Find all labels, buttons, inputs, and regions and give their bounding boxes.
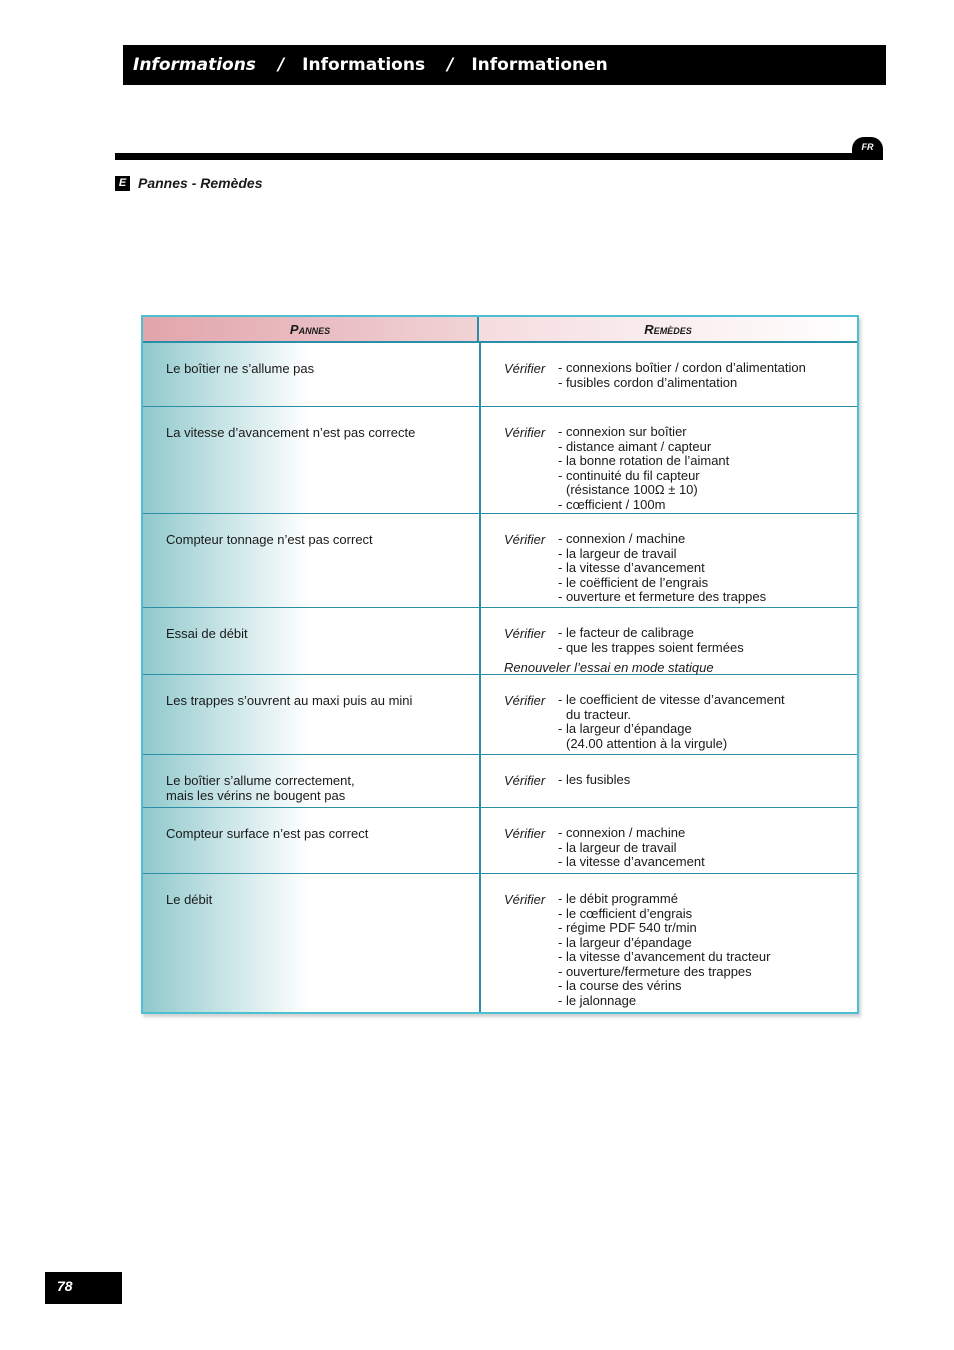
table-row <box>143 874 857 1012</box>
remedy-list <box>558 361 888 390</box>
remedy-verb: Vérifier <box>504 693 546 708</box>
remedy-item: - le coefficient de vitesse d’avancement <box>558 692 785 707</box>
fault-description <box>166 693 466 708</box>
remedy-item: - le coëfficient de l’engrais <box>558 574 709 590</box>
remedy-item: - fusibles cordon d’alimentation <box>558 374 738 390</box>
fault-line: La vitesse d’avancement n’est pas correcte <box>166 425 416 440</box>
fault-line: Essai de débit <box>166 626 248 641</box>
remedy-verb: Vérifier <box>504 626 546 641</box>
remedy-item: - que les trappes soient fermées <box>558 639 744 655</box>
fault-line: Le boîtier s’allume correctement, <box>166 773 355 788</box>
header-separator: / <box>447 55 454 75</box>
remedy-list <box>558 826 888 870</box>
fault-line: mais les vérins ne bougent pas <box>166 788 346 803</box>
header-faults: Pannes <box>143 317 479 341</box>
header-remedies: Remèdes <box>479 317 857 341</box>
remedy-verb: Vérifier <box>504 532 546 547</box>
remedy-verb: Vérifier <box>504 425 546 440</box>
fault-description <box>166 532 466 547</box>
remedy-verb: Vérifier <box>504 773 546 788</box>
remedy-item: - régime PDF 540 tr/min <box>558 920 697 935</box>
header-title-en: Informations <box>302 55 426 75</box>
section-letter: E <box>115 176 130 191</box>
remedy-item: - les fusibles <box>558 772 631 787</box>
remedy-item: - la bonne rotation de l’aimant <box>558 453 730 468</box>
remedy-list <box>558 773 888 788</box>
remedy-item: - connexion sur boîtier <box>558 424 687 439</box>
remedy-list <box>558 532 888 605</box>
remedy-item: - connexion / machine <box>558 531 686 546</box>
table-row <box>143 675 857 755</box>
remedy-item: - la largeur d’épandage <box>558 934 692 950</box>
remedy-verb: Vérifier <box>504 892 546 907</box>
fault-description <box>166 626 466 641</box>
fault-line: Le boîtier ne s’allume pas <box>166 361 315 376</box>
remedy-item: - la largeur de travail <box>558 839 677 855</box>
section-heading <box>115 175 263 191</box>
remedy-item: - la vitesse d’avancement <box>558 854 705 869</box>
remedy-item: - le jalonnage <box>558 992 637 1008</box>
header-title-fr: Informations <box>133 55 256 75</box>
table-row <box>143 608 857 675</box>
remedy-item: (24.00 attention à la virgule) <box>566 735 728 751</box>
fault-line: Compteur tonnage n’est pas correct <box>166 532 373 547</box>
remedy-verb: Vérifier <box>504 826 546 841</box>
remedy-list <box>558 425 888 512</box>
fault-line: Les trappes s’ouvrent au maxi puis au mini <box>166 693 413 708</box>
remedy-item: - la largeur d’épandage <box>558 721 692 736</box>
header-title-de: Informationen <box>471 55 608 75</box>
remedy-item: du tracteur. <box>566 706 632 722</box>
remedy-item: - la vitesse d’avancement <box>558 560 705 575</box>
table-row <box>143 808 857 874</box>
fault-description <box>166 826 466 841</box>
remedy-list <box>558 626 888 655</box>
remedy-item: - la course des vérins <box>558 978 682 993</box>
remedy-item: - connexion / machine <box>558 825 686 840</box>
language-badge: FR <box>852 137 883 160</box>
troubleshooting-table <box>141 315 859 1014</box>
table-row <box>143 755 857 808</box>
remedy-list <box>558 892 888 1008</box>
remedy-item: - le débit programmé <box>558 891 678 906</box>
page-header <box>123 45 886 85</box>
fault-line: Le débit <box>166 892 213 907</box>
remedy-item: - cœfficient / 100m <box>558 496 666 512</box>
fault-line: Compteur surface n’est pas correct <box>166 826 369 841</box>
remedy-item: - ouverture/fermeture des trappes <box>558 963 752 979</box>
header-separator: / <box>277 55 285 75</box>
remedy-note: Renouveler l’essai en mode statique <box>504 660 714 675</box>
remedy-list <box>558 693 888 751</box>
remedy-item: - le facteur de calibrage <box>558 625 694 640</box>
remedy-item: (résistance 100Ω ± 10) <box>566 482 698 497</box>
section-title: Pannes - Remèdes <box>138 175 263 191</box>
fault-description <box>166 892 466 907</box>
remedy-item: - distance aimant / capteur <box>558 438 712 454</box>
fault-description <box>166 773 466 803</box>
remedy-item: - connexions boîtier / cordon d’alimentation <box>558 360 806 375</box>
table-row <box>143 407 857 514</box>
page-number: 78 <box>45 1272 122 1304</box>
remedy-item: - la vitesse d’avancement du tracteur <box>558 949 771 964</box>
remedy-verb: Vérifier <box>504 361 546 376</box>
remedy-item: - continuité du fil capteur <box>558 467 700 483</box>
header-rule <box>115 153 883 160</box>
table-header <box>143 317 857 343</box>
fault-description <box>166 425 466 440</box>
table-row <box>143 514 857 608</box>
remedy-item: - le cœfficient d’engrais <box>558 905 693 921</box>
table-row <box>143 343 857 407</box>
remedy-item: - la largeur de travail <box>558 545 677 561</box>
fault-description <box>166 361 466 376</box>
remedy-item: - ouverture et fermeture des trappes <box>558 589 767 604</box>
